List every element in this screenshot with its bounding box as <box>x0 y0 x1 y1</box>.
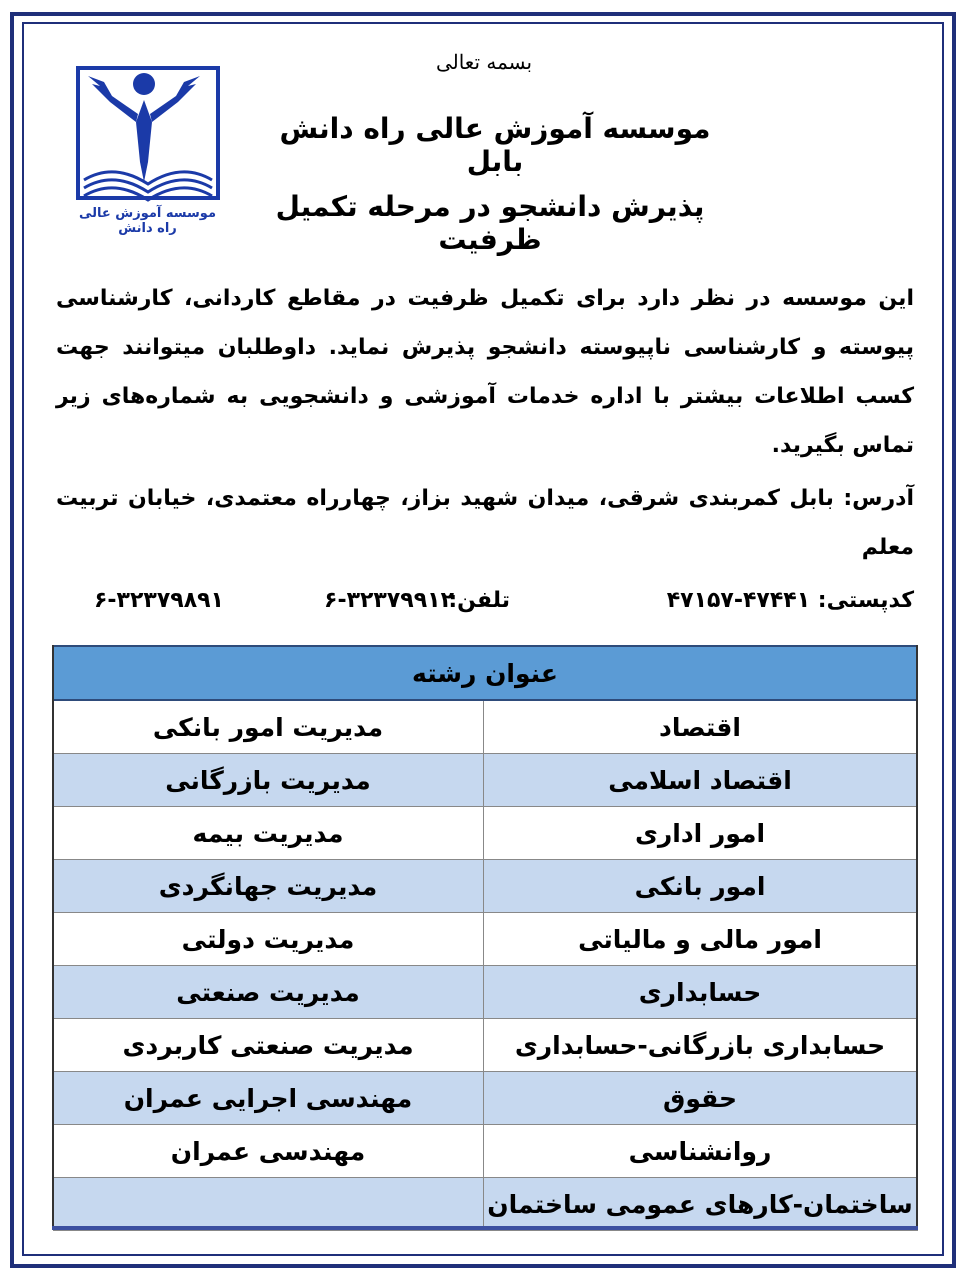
announcement-subtitle: پذیرش دانشجو در مرحله تکمیل ظرفیت <box>275 190 705 256</box>
table-row <box>53 1125 917 1178</box>
table-cell: مدیریت جهانگردی <box>53 860 483 913</box>
table-row <box>53 700 917 754</box>
table-header: عنوان رشته <box>53 646 917 700</box>
announcement-paragraph: این موسسه در نظر دارد برای تکمیل ظرفیت در مقاطع کاردانی، کارشناسی پیوسته و کارشناسی ناپیوسته دانشجو پذیرش نماید. داوطلبان میتوانند جهت کسب اطلاعات بیشتر با اداره خدمات آموزشی و دانشجویی به شماره‌های زیر تماس بگیرید. <box>56 286 914 458</box>
table-cell: مدیریت دولتی <box>53 913 483 966</box>
contact-line <box>56 588 914 622</box>
table-cell: مدیریت صنعتی <box>53 966 483 1019</box>
table-row <box>53 1019 917 1072</box>
table-border-right <box>916 645 918 1230</box>
table-row <box>53 860 917 913</box>
table-cell: ساختمان-کارهای عمومی ساختمان <box>483 1178 917 1231</box>
table-cell: مدیریت بیمه <box>53 807 483 860</box>
table-cell <box>53 1178 483 1231</box>
address-paragraph: آدرس: بابل کمربندی شرقی، میدان شهید بزاز، چهارراه معتمدی، خیابان تربیت معلم <box>56 486 914 560</box>
table-cell: حسابداری <box>483 966 917 1019</box>
table-cell: امور مالی و مالیاتی <box>483 913 917 966</box>
table-cell: مهندسی عمران <box>53 1125 483 1178</box>
table-cell: امور اداری <box>483 807 917 860</box>
table-cell: حسابداری بازرگانی-حسابداری <box>483 1019 917 1072</box>
table-cell: مدیریت امور بانکی <box>53 700 483 754</box>
table-row <box>53 1178 917 1231</box>
phone-number-2: ۶-۳۲۳۷۹۸۹۱ <box>94 588 224 613</box>
bismillah-heading: بسمه تعالی <box>435 50 533 74</box>
majors-table <box>52 645 918 1231</box>
table-cell: حقوق <box>483 1072 917 1125</box>
table-row <box>53 1072 917 1125</box>
logo-caption: موسسه آموزش عالی راه دانش <box>78 206 217 236</box>
table-border-left <box>52 645 54 1230</box>
table-cell: مهندسی اجرایی عمران <box>53 1072 483 1125</box>
table-cell: مدیریت بازرگانی <box>53 754 483 807</box>
table-cell: امور بانکی <box>483 860 917 913</box>
table-header-row <box>53 646 917 700</box>
table-row <box>53 966 917 1019</box>
table-cell: اقتصاد <box>483 700 917 754</box>
table-cell: مدیریت صنعتی کاربردی <box>53 1019 483 1072</box>
table-row <box>53 913 917 966</box>
table-cell: اقتصاد اسلامی <box>483 754 917 807</box>
postal-code: کدپستی: ۴۷۴۴۱-۴۷۱۵۷ <box>666 588 914 613</box>
table-row <box>53 807 917 860</box>
institution-title: موسسه آموزش عالی راه دانش بابل <box>279 112 711 178</box>
phone-number-1: ۶-۳۲۳۷۹۹۱۲ <box>324 588 454 613</box>
table-border-bottom <box>52 1226 918 1230</box>
table-cell: روانشناسی <box>483 1125 917 1178</box>
phone-label: تلفن: <box>448 588 510 613</box>
table-row <box>53 754 917 807</box>
